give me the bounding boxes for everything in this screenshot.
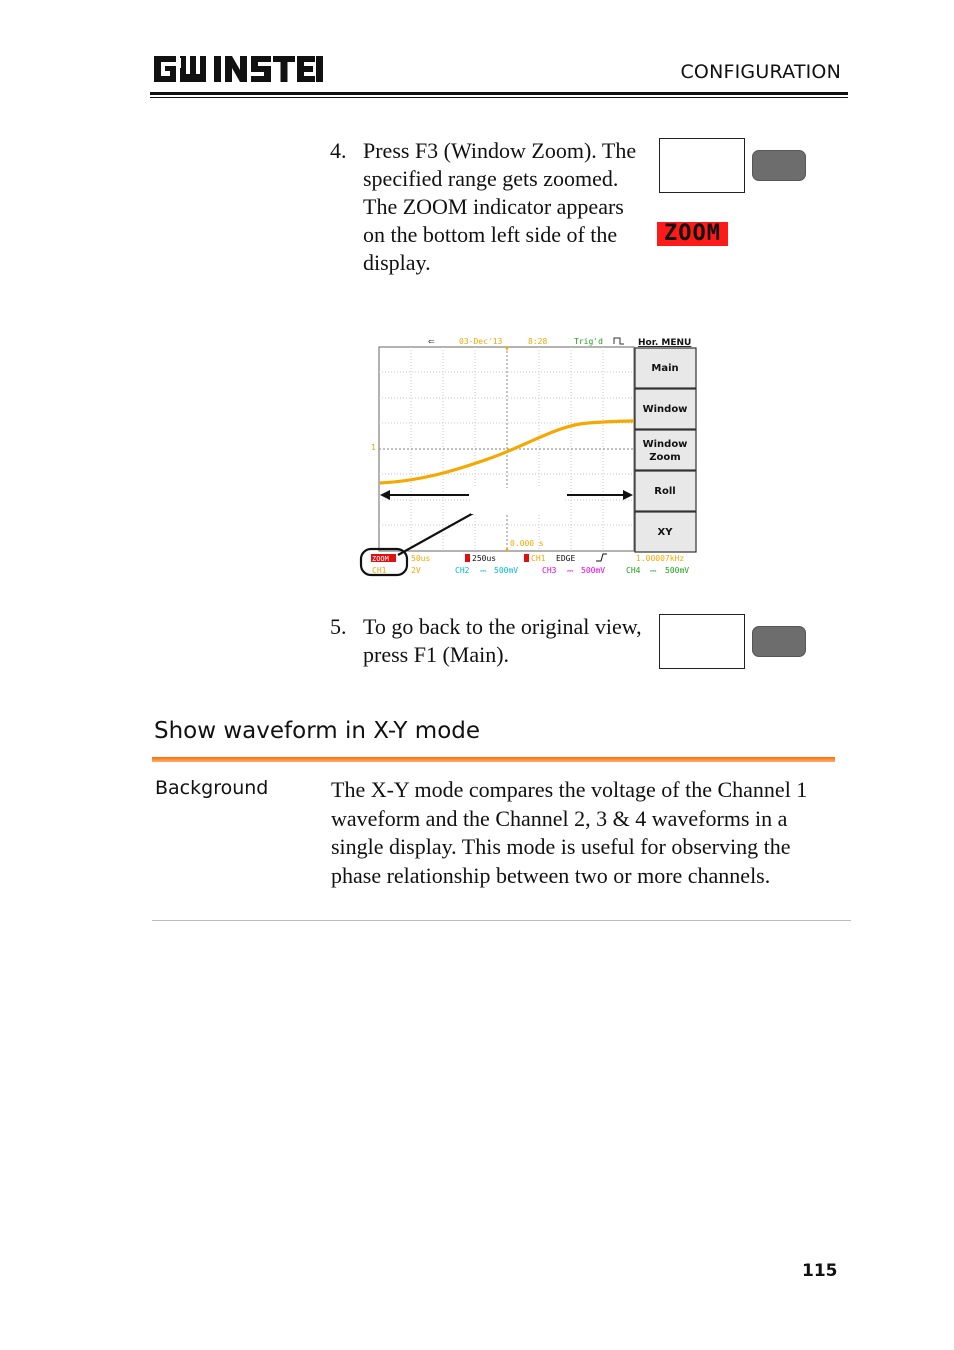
gw-instek-logo-mark	[152, 52, 324, 86]
menu-window-label: Window	[642, 404, 688, 415]
zoom-region-blank	[471, 488, 565, 514]
menu-roll-label: Roll	[654, 486, 676, 497]
step-4-number: 4.	[330, 138, 347, 163]
section-heading: Show waveform in X-Y mode	[154, 718, 481, 744]
menu-main-label: Main	[651, 363, 679, 374]
zoom-timebase: 50us	[411, 554, 431, 563]
ch3-scale: 500mV	[581, 566, 606, 575]
ch4-label: CH4	[626, 566, 641, 575]
zoom-indicator-badge	[657, 222, 728, 246]
ch2-label: CH2	[455, 566, 470, 575]
usb-icon: ⇐	[428, 337, 435, 346]
step-5-text: To go back to the original view, press F1 (Main).	[363, 614, 642, 667]
trigger-source-marker	[524, 554, 529, 562]
ch3-label: CH3	[542, 566, 557, 575]
zoom-indicator-text: ZOOM	[664, 221, 721, 246]
ch3-coupling-icon: ⎓	[567, 566, 574, 575]
scope-time: 8:28	[528, 337, 548, 346]
section-heading-rule	[152, 757, 835, 762]
background-label: Background	[155, 777, 269, 799]
header-rule	[150, 92, 848, 98]
step-5-number: 5.	[330, 614, 347, 639]
ch1-scale: 2V	[411, 566, 421, 575]
ch2-scale: 500mV	[494, 566, 519, 575]
trigger-type: EDGE	[556, 554, 576, 563]
scope-trigger-status: Trig'd	[574, 337, 603, 346]
table-bottom-rule	[152, 920, 851, 921]
ch1-ground-marker: 1	[371, 443, 376, 452]
time-offset: 0.000 s	[510, 539, 544, 548]
ch1-label: CH1	[372, 566, 387, 575]
main-timebase: 250us	[472, 554, 497, 563]
frequency-readout: 1.00007kHz	[636, 554, 685, 563]
menu-window-zoom-button	[635, 430, 696, 470]
hor-menu-title: Hor. MENU	[638, 338, 692, 348]
f3-soft-key-label	[659, 138, 745, 193]
hor-menu-items	[635, 348, 696, 552]
step-4-text: Press F3 (Window Zoom). The specified range gets zoomed. The ZOOM indicator appears on the bottom left side of the display.	[363, 138, 637, 275]
menu-window-zoom-label-2: Zoom	[649, 452, 681, 463]
ch4-scale: 500mV	[665, 566, 690, 575]
trigger-pulse-icon	[614, 338, 624, 344]
scope-date: 03-Dec'13	[459, 337, 503, 346]
zoom-tag: ZOOM	[372, 555, 389, 563]
rising-edge-icon	[596, 554, 607, 561]
main-timebase-marker	[465, 554, 470, 562]
f3-key-button	[752, 150, 806, 181]
page-number: 115	[802, 1261, 838, 1281]
ch4-coupling-icon: ⎓	[650, 566, 657, 575]
f1-soft-key-label	[659, 614, 745, 669]
background-text: The X-Y mode compares the voltage of the Channel 1 waveform and the Channel 2, 3 & 4 waveforms in a single display. This mode is useful for observing the phase relationship between two or more channels.	[331, 777, 808, 888]
section-label: CONFIGURATION	[680, 61, 841, 83]
gw-instek-logo	[152, 52, 324, 86]
oscilloscope-screenshot	[358, 333, 698, 577]
ch2-coupling-icon: ⎓	[480, 566, 487, 575]
menu-window-zoom-label: Window	[642, 439, 688, 450]
f1-key-button	[752, 626, 806, 657]
trigger-source: CH1	[531, 554, 546, 563]
menu-xy-label: XY	[657, 527, 673, 538]
